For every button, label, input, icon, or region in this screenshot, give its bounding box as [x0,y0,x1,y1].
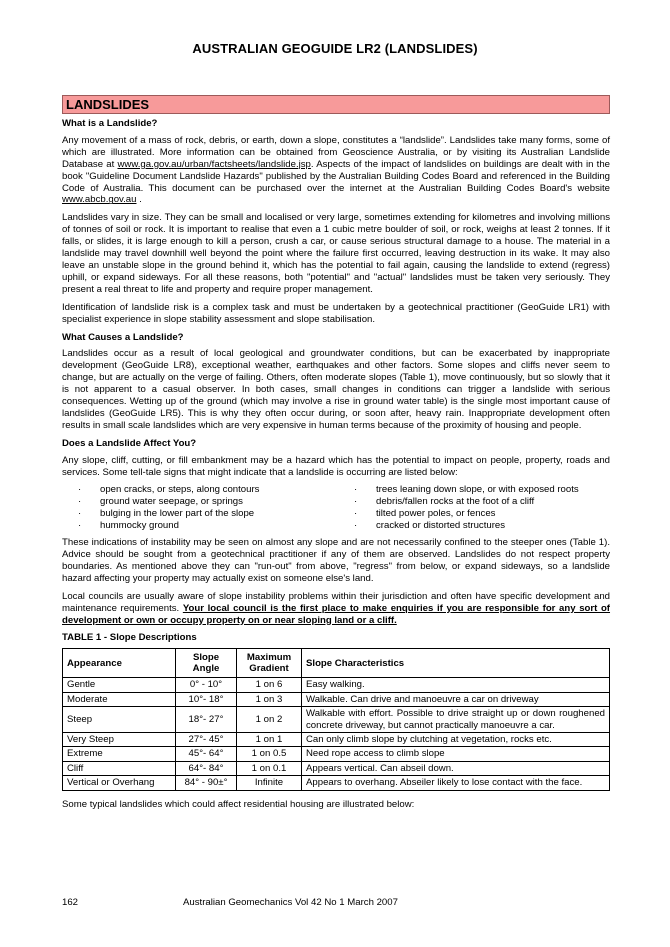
table-cell: 1 on 0.1 [237,761,302,775]
bullet-icon: · [354,508,358,520]
table-cell: 27°- 45° [176,732,237,746]
bullet-icon: · [78,508,82,520]
table-cell: Can only climb slope by clutching at vegetation, rocks etc. [302,732,610,746]
bullet-icon: · [78,520,82,532]
list-item-text: debris/fallen rocks at the foot of a cliff [376,496,535,508]
table-cell: Vertical or Overhang [63,776,176,790]
bullet-icon: · [78,484,82,496]
bullet-icon: · [354,484,358,496]
list-item-text: hummocky ground [100,520,179,532]
section-banner: LANDSLIDES [62,95,610,114]
table-cell: Steep [63,707,176,733]
table-cell: 64°- 84° [176,761,237,775]
list-item-text: open cracks, or steps, along contours [100,484,260,496]
list-item-text: bulging in the lower part of the slope [100,508,255,520]
table-cell: 18°- 27° [176,707,237,733]
warning-signs-list [62,484,610,532]
table-row [63,776,610,790]
paragraph-causes: Landslides occur as a result of local geological and groundwater conditions, but can be exacerbated by inappropriate development (GeoGuide LR8), exceptional weather, earthquakes and other factors. Some slopes and cliffs never seem to change, but are actually on the verge of failing. Others, often moderate slopes (Table 1), move continuously, but so slowly that it is not apparent to a casual observer. In both cases, small changes in conditions can trigger a landslide with serious consequences. Wetting up of the ground (which may involve a rise in ground water table) is the single most important cause of landslides (GeoGuide LR5). This is why they often occur during, or soon after, heavy rain. Inappropriate development often results in small scale landslides which are very expensive in human terms because of the proximity of housing and people. [62,348,610,431]
list-item [354,496,579,508]
table-cell: Appears to overhang. Abseiler likely to lose contact with the face. [302,776,610,790]
main-content [62,95,610,817]
bullet-icon: · [354,496,358,508]
table-row [63,678,610,692]
list-item [78,508,354,520]
column-header-appearance: Appearance [63,649,176,678]
list-item [354,520,579,532]
column-header-slope-angle: Slope Angle [176,649,237,678]
table-row [63,732,610,746]
table-row [63,692,610,706]
table-cell: Gentle [63,678,176,692]
slope-descriptions-table [62,648,610,790]
list-item [354,508,579,520]
table-cell: Moderate [63,692,176,706]
table-cell: Appears vertical. Can abseil down. [302,761,610,775]
heading-causes: What Causes a Landslide? [62,331,184,343]
list-item-text: cracked or distorted structures [376,520,506,532]
journal-citation: Australian Geomechanics Vol 42 No 1 March 2007 [183,897,398,908]
list-item [78,496,354,508]
paragraph-affect-2: These indications of instability may be seen on almost any slope and are not necessarily confined to the steeper ones (Table 1). Advice should be sought from a geotechnical practitioner if any of them are observed. Landslides do not respect property boundaries. As mentioned above they can "run-out" from above, "regress" from below, or expand sideways, so a landslide hazard affecting your property may actually exist on someone else's land. [62,537,610,584]
table-cell: 84° - 90±° [176,776,237,790]
page-title: AUSTRALIAN GEOGUIDE LR2 (LANDSLIDES) [192,41,478,56]
table-caption: TABLE 1 - Slope Descriptions [62,632,197,644]
column-header-max-gradient: Maximum Gradient [237,649,302,678]
text-span: . [136,194,142,206]
table-row [63,747,610,761]
paragraph-affect-3 [62,591,610,627]
table-cell: Walkable. Can drive and manoeuvre a car on driveway [302,692,610,706]
list-item-text: trees leaning down slope, or with exposed roots [376,484,579,496]
paragraph-what-is-3: Identification of landslide risk is a complex task and must be undertaken by a geotechnical practitioner (GeoGuide LR1) with specialist experience in slope stability assessment and slope stabilisation. [62,301,610,325]
bullet-icon: · [354,520,358,532]
table-cell: Easy walking. [302,678,610,692]
list-item [78,520,354,532]
table-cell: Cliff [63,761,176,775]
heading-affect-you: Does a Landslide Affect You? [62,437,197,449]
list-item [354,484,579,496]
paragraph-affect-1: Any slope, cliff, cutting, or fill embankment may be a hazard which has the potential to impact on people, property, roads and services. Some tell-tale signs that might indicate that a landslide is occurring are listed below: [62,454,610,478]
ga-link[interactable]: www.ga.gov.au/urban/factsheets/landslide.jsp [117,158,311,170]
column-header-characteristics: Slope Characteristics [302,649,610,678]
table-cell: 1 on 0.5 [237,747,302,761]
text-span: . Aspects of the impact of landslides on buildings are dealt with in the book "Guideline Document Landslide Hazards" published by the Australian Building Codes Board and referenced in the Building Code of Australia. This document can be purchased over the internet at the Australian Building Codes Board's website [62,158,611,194]
table-cell: Very Steep [63,732,176,746]
table-cell: Need rope access to climb slope [302,747,610,761]
list-item [78,484,354,496]
abcb-link[interactable]: www.abcb.gov.au [62,194,137,206]
table-cell: 10°- 18° [176,692,237,706]
text-span: Any movement of a mass of rock, debris, or earth, down a slope, constitutes a “landslide”. Landslides take many forms, some of which are illustrated. More information can be obtained from Geoscience Australia, or by visiting its Australian Landslide Database at [62,134,610,170]
council-advice-emphasis: Your local council is the first place to make enquiries if you are responsible for any sort of development or own or occupy property on or near sloping land or a cliff. [62,602,611,626]
table-header-row [63,649,610,678]
heading-what-is: What is a Landslide? [62,118,158,129]
table-cell: Extreme [63,747,176,761]
warning-signs-right [354,484,579,532]
table-row [63,707,610,733]
paragraph-what-is-2: Landslides vary in size. They can be small and localised or very large, sometimes extending for kilometres and involving millions of tonnes of soil or rock. It is important to realise that even a 1 cubic metre boulder of soil, or rock, weighs at least 2 tonnes. If it falls, or slides, it is large enough to kill a person, crush a car, or cause serious structural damage to a house. The material in a landslide may travel downhill well beyond the point where the failure first occurred, leaving destruction in its wake. It may also leave an unstable slope in the ground behind it, which has the potential to fail again, causing the landslide to extend (regress) uphill, or expand sideways. For all these reasons, both "potential" and "actual" landslides must be taken very seriously. They present a real threat to life and property and require proper management. [62,212,610,295]
paragraph-after-table: Some typical landslides which could affect residential housing are illustrated below: [62,798,415,810]
table-row [63,761,610,775]
list-item-text: ground water seepage, or springs [100,496,243,508]
table-cell: 0° - 10° [176,678,237,692]
page-number: 162 [62,897,79,908]
warning-signs-left [62,484,354,532]
list-item-text: tilted power poles, or fences [376,508,496,520]
table-cell: 1 on 3 [237,692,302,706]
bullet-icon: · [78,496,82,508]
text-span: Local councils are usually aware of slope instability problems within their jurisdiction and often have specific development and maintenance requirements. [62,590,610,614]
table-cell: 1 on 6 [237,678,302,692]
paragraph-what-is-1 [62,135,610,206]
table-cell: 45°- 64° [176,747,237,761]
table-cell: Infinite [237,776,302,790]
table-cell: 1 on 2 [237,707,302,733]
table-cell: Walkable with effort. Possible to drive straight up or down roughened concrete driveway, but cannot practically manoeuvre a car. [302,707,610,733]
table-cell: 1 on 1 [237,732,302,746]
